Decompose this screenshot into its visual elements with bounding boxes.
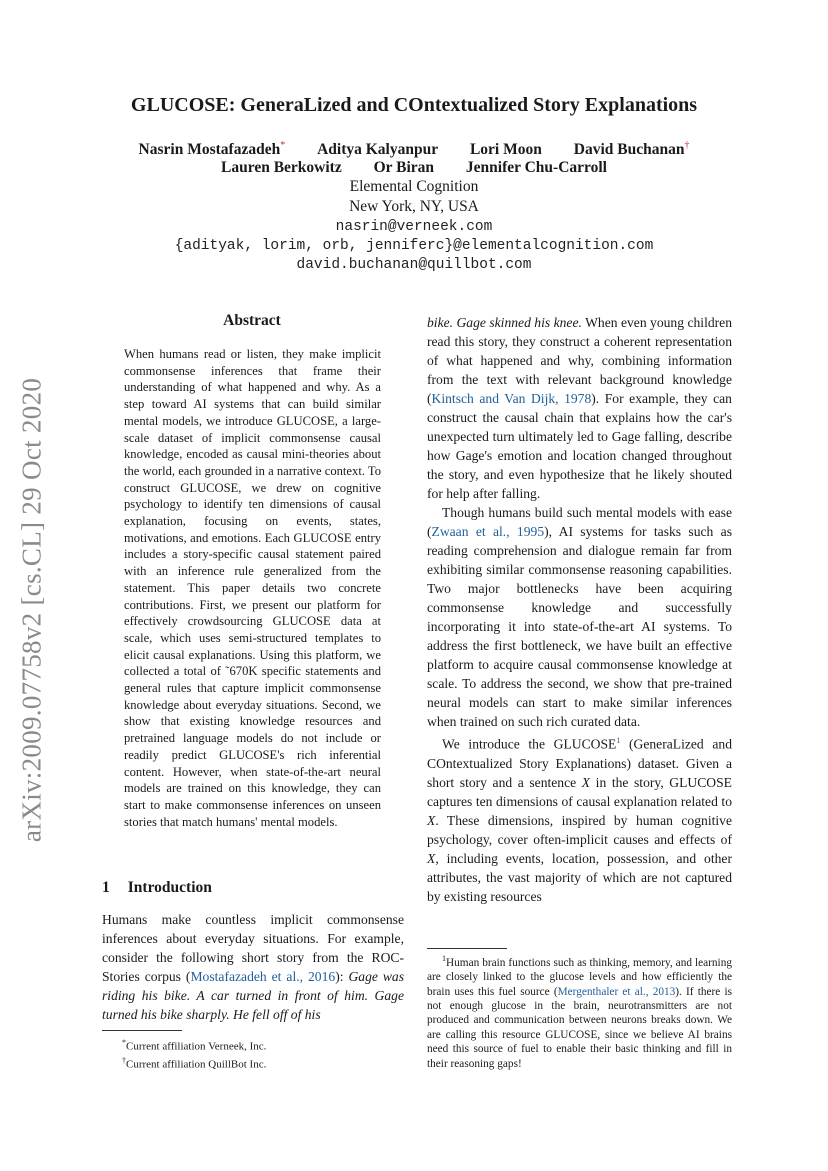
right-column xyxy=(427,313,732,906)
author: Lori Moon xyxy=(469,141,542,159)
citation-link[interactable]: Mergenthaler et al., 2013 xyxy=(557,985,676,998)
paper-title: GLUCOSE: GeneraLized and COntextualized Story Explanations xyxy=(130,94,698,116)
section-heading xyxy=(102,879,212,897)
footnote: $^1$Human brain functions such as thinking, memory, and learning are closely linked to the glucose levels and how efficiently the brain uses this fuel source (Mergenthaler et al., 2013). If there is not enough glucose in the brain, neurotransmitters are not produced and communication between neurons breaks down. We are calling this resource GLUCOSE, since we believe AI brains need this source of fuel to enable their basic thinking and fill in their reasoning gaps! xyxy=(427,954,733,1070)
section-number: 1 xyxy=(102,879,110,896)
abstract-body: When humans read or listen, they make implicit commonsense inferences that frame their understanding of what happened and why. As a step toward AI systems that can build similar mental models, we introduce GLUCOSE, a large-scale dataset of implicit commonsense causal knowledge, encoded as causal mini-theories about the world, each grounded in a narrative context. To construct GLUCOSE, we drew on cognitive psychology to identify ten dimensions of causal explanation, focusing on events, states, motivations, and emotions. Each GLUCOSE entry includes a story-specific causal statement paired with an inference rule generalized from the statement. This paper details two concrete contributions. First, we present our platform for effectively crowdsourcing GLUCOSE data at scale, which uses semi-structured templates to elicit causal explanations. Using this platform, we collected a total of ˜670K specific statements and general rules that capture implicit commonsense knowledge about everyday situations. Second, we show that existing knowledge resources and pretrained language models do not include or readily predict GLUCOSE's rich inferential content. However, when state-of-the-art neural models are trained on this knowledge, they can start to make commonsense inferences on unseen stories that match humans' mental models. xyxy=(124,347,381,829)
story-text: Gage was riding his bike. A car turned in front of him. Gage turned his bike sharply. He fell off of his xyxy=(102,969,405,1022)
author-row-1 xyxy=(0,140,828,159)
paragraph: We introduce the GLUCOSE$^1$ (GeneraLized and COntextualized Story Explanations) dataset. Given a short story and a sentence X in the story, GLUCOSE captures ten dimensions of causal explanation related to X. These dimensions, inspired by human cognitive psychology, cover often-implicit causes and effects of X, including events, location, possession, and other attributes, the vast majority of which are not captured by existing resources xyxy=(427,736,732,904)
section-title: Introduction xyxy=(127,879,212,896)
author: Nasrin Mostafazadeh* xyxy=(138,140,286,159)
citation-link[interactable]: Zwaan et al., 1995 xyxy=(431,524,545,539)
citation-link[interactable]: Kintsch and Van Dijk, 1978 xyxy=(431,391,592,406)
author-row-2 xyxy=(0,159,828,177)
author: Lauren Berkowitz xyxy=(221,159,342,176)
author: Aditya Kalyanpur xyxy=(317,141,439,159)
author: David Buchanan† xyxy=(573,140,690,159)
paragraph: Though humans build such mental models with ease (Zwaan et al., 1995), AI systems for tasks such as reading comprehension and dialogue remain far from exhibiting similar commonsense reasoning capabilities. Two major bottlenecks have been acquiring commonsense knowledge and successfully incorporating it into state-of-the-art AI systems. To address the first bottleneck, we have built an effective platform to acquire causal commonsense knowledge at scale. To address the second, we show that pre-trained neural models can start to make similar inferences when trained on such rich curated data. xyxy=(427,505,732,729)
footnote: †Current affiliation QuillBot Inc. xyxy=(122,1055,267,1071)
arxiv-identifier xyxy=(8,360,56,860)
email: {adityak, lorim, orb, jenniferc}@elementalcognition.com xyxy=(174,238,654,254)
footnote: *Current affiliation Verneek, Inc. xyxy=(122,1038,267,1053)
footnote-rule xyxy=(427,948,507,949)
author: Or Biran xyxy=(373,159,435,176)
story-text: bike. Gage skinned his knee. xyxy=(427,315,582,330)
intro-paragraph: Humans make countless implicit commonsense inferences about everyday situations. For example, consider the following short story from the ROC-Stories corpus (Mostafazadeh et al., 2016): Gage was riding his bike. A car turned in front of him. Gage turned his bike sharply. He fell off of his xyxy=(102,912,405,1022)
affiliation: Elemental Cognition xyxy=(349,178,479,195)
author: Jennifer Chu-Carroll xyxy=(465,159,607,176)
paragraph: bike. Gage skinned his knee. When even young children read this story, they construct a coherent representation of what happened and why, combining information from the text with relevant background knowledge (Kintsch and Van Dijk, 1978). For example, they can construct the causal chain that explains how the car's unexpected turn ultimately led to Gage falling, describe how Gage's emotion and location changed throughout the story, and even hypothesize that he likely shouted for help after falling. xyxy=(427,315,732,501)
arxiv-identifier-text: arXiv:2009.07758v2 [cs.CL] 29 Oct 2020 xyxy=(16,377,47,843)
footnote-rule xyxy=(102,1030,182,1031)
email: david.buchanan@quillbot.com xyxy=(296,257,532,273)
abstract-heading: Abstract xyxy=(223,312,281,329)
email: nasrin@verneek.com xyxy=(335,219,493,235)
footnotes xyxy=(102,1036,402,1071)
citation-link[interactable]: Mostafazadeh et al., 2016 xyxy=(190,969,336,984)
footnote-marker[interactable]: 1 xyxy=(616,736,621,745)
location: New York, NY, USA xyxy=(349,198,479,215)
